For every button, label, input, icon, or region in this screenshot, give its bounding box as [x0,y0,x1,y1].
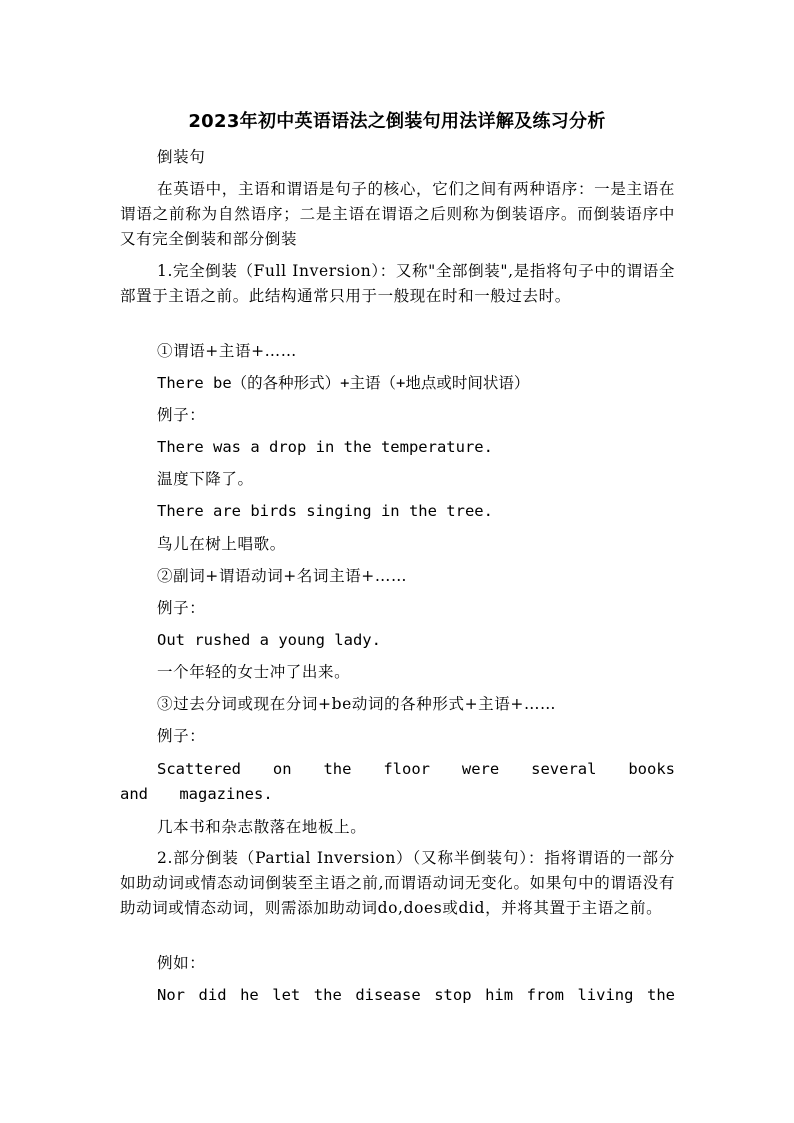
translation-3: 一个年轻的女士冲了出来。 [157,663,351,681]
intro-paragraph: 在英语中，主语和谓语是句子的核心，它们之间有两种语序：一是主语在谓语之前称为自然语序；二是主语在谓语之后则称为倒装语序。而倒装语序中又有完全倒装和部分倒装 [120,180,675,248]
document-title: 2023年初中英语语法之倒装句用法详解及练习分析 [188,111,606,132]
example-sentence-1: There was a drop in the temperature. [157,438,493,456]
translation-4: 几本书和杂志散落在地板上。 [157,818,367,836]
example-label-3: 例子： [157,727,206,745]
there-be-pattern: There be（的各种形式）+主语（+地点或时间状语） [157,374,530,392]
partial-inversion-paragraph: 2.部分倒装（Partial Inversion）（又称半倒装句）：指将谓语的一部分如助动词或情态动词倒装至主语之前,而谓语动词无变化。如果句中的谓语没有助动词或情态动词，则需添加助动词do,does或did，并将其置于主语之前。 [120,849,675,917]
example-label-1: 例子： [157,406,206,424]
example-label-4: 例如： [157,954,206,972]
example-sentence-2: There are birds singing in the tree. [157,502,493,520]
full-inversion-paragraph: 1.完全倒装（Full Inversion）：又称"全部倒装",是指将句子中的谓语全部置于主语之前。此结构通常只用于一般现在时和一般过去时。 [120,262,675,305]
heading-inversion: 倒装句 [157,148,206,166]
example-sentence-5: Nor did he let the disease stop him from living the [157,986,675,1004]
example-sentence-4: Scattered on the floor were several books and magazines. [120,760,675,803]
pattern-2: ②副词+谓语动词+名词主语+…… [157,567,408,585]
pattern-3: ③过去分词或现在分词+be动词的各种形式+主语+…… [157,695,557,713]
example-label-2: 例子： [157,599,206,617]
pattern-1: ①谓语+主语+…… [157,342,297,360]
translation-2: 鸟儿在树上唱歌。 [157,535,286,553]
translation-1: 温度下降了。 [157,470,254,488]
example-sentence-3: Out rushed a young lady. [157,631,381,649]
